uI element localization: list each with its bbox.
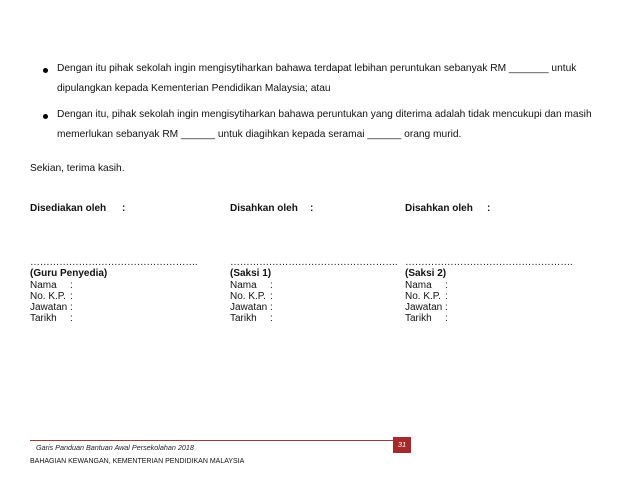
signature-role: (Guru Penyedia) [30,268,108,279]
signature-line: ……………………………………………. [30,257,198,268]
field-no-kp: No. K.P. : [230,291,273,302]
signature-heading-colon: : [122,203,126,214]
bullet-1-line-1: Dengan itu pihak sekolah ingin mengisytiharkan bahawa terdapat lebihan peruntukan sebanyak RM _______ untuk [57,63,577,74]
footer-title: Garis Panduan Bantuan Awal Persekolahan 2018 [36,443,194,452]
field-tarikh: Tarikh : [405,313,448,324]
field-jawatan: Jawatan : [30,302,73,313]
signature-heading-label: Disahkan oleh [405,203,473,214]
footer-divider [30,440,393,441]
field-jawatan: Jawatan : [405,302,448,313]
field-no-kp: No. K.P. : [405,291,448,302]
signature-heading-colon: : [310,203,314,214]
signature-heading-witness-1 [230,203,314,214]
signature-fields [405,280,448,324]
field-tarikh: Tarikh : [30,313,73,324]
bullet-1-line-2: dipulangkan kepada Kementerian Pendidikan Malaysia; atau [57,83,331,94]
field-nama: Nama : [230,280,273,291]
signature-heading-witness-2 [405,203,491,214]
bullet-2-line-1: Dengan itu, pihak sekolah ingin mengisytiharkan bahawa peruntukan yang diterima adalah tidak mencukupi dan masih [57,109,592,120]
signature-fields [30,280,73,324]
closing-text: Sekian, terima kasih. [30,163,125,174]
signature-line: ……………………………………………. [405,257,573,268]
field-jawatan: Jawatan : [230,302,273,313]
field-nama: Nama : [405,280,448,291]
bullet-2-line-2: memerlukan sebanyak RM ______ untuk diagihkan kepada seramai ______ orang murid. [57,129,462,140]
page-number: 31 [393,437,411,453]
signature-line: ……………………………………………. [230,257,398,268]
footer-department: BAHAGIAN KEWANGAN, KEMENTERIAN PENDIDIKAN MALAYSIA [30,458,245,465]
signature-role: (Saksi 1) [230,268,272,279]
bullet-icon [43,114,48,119]
signature-heading-prepared [30,203,126,214]
signature-heading-label: Disahkan oleh [230,203,298,214]
field-no-kp: No. K.P. : [30,291,73,302]
signature-role: (Saksi 2) [405,268,447,279]
field-nama: Nama : [30,280,73,291]
signature-heading-label: Disediakan oleh [30,203,107,214]
bullet-icon [43,68,48,73]
signature-fields [230,280,273,324]
field-tarikh: Tarikh : [230,313,273,324]
signature-heading-colon: : [487,203,491,214]
